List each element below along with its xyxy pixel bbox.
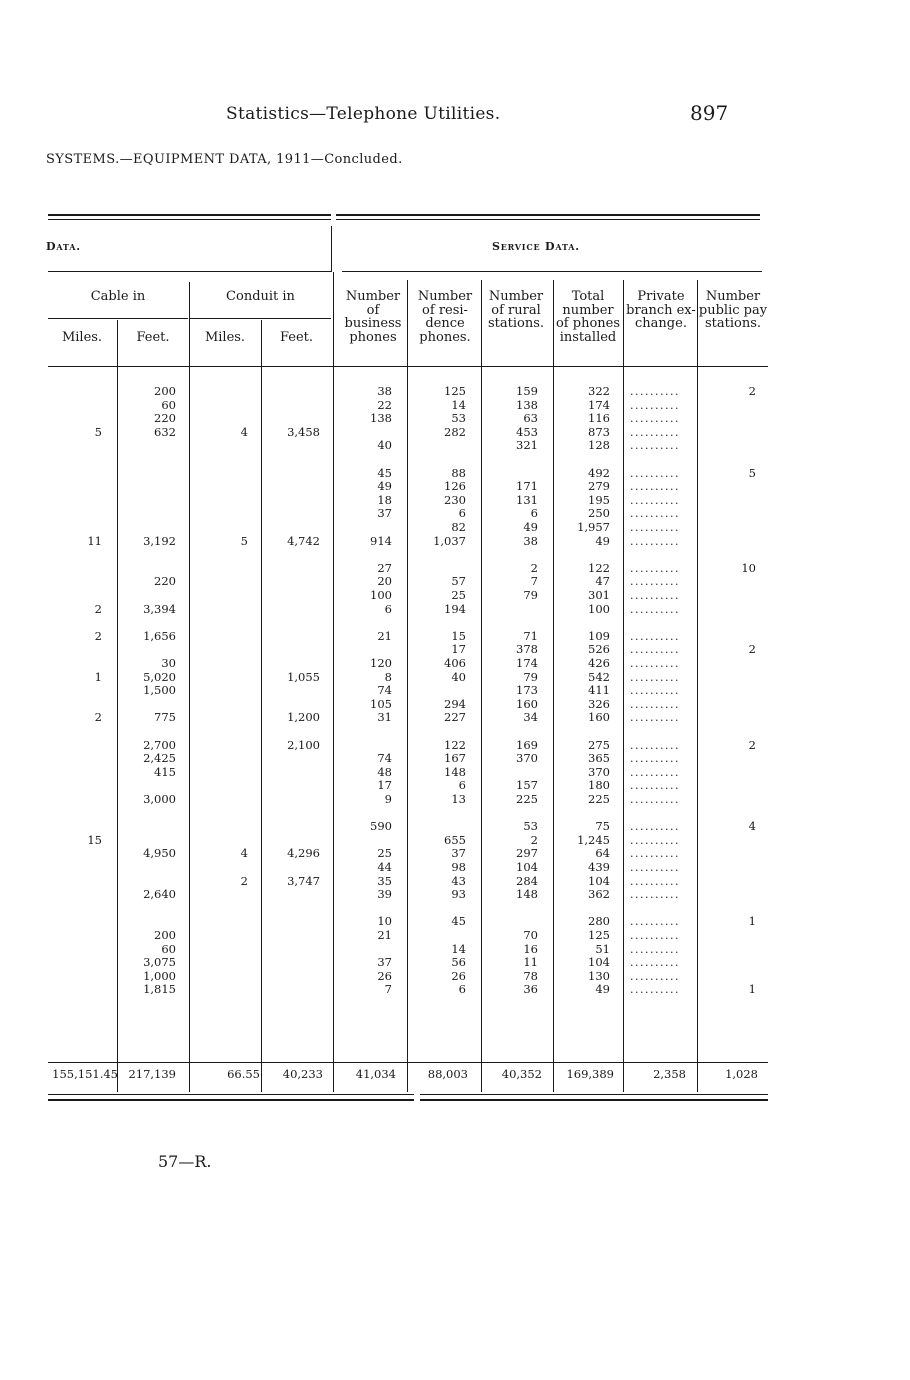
cell-total: 104 [588, 873, 610, 888]
cell-cable-feet: 30 [161, 656, 176, 670]
cell-conduit-feet: 3,458 [287, 424, 320, 439]
cell-rural: 370 [516, 751, 538, 766]
leader-dots: .......... [630, 602, 680, 616]
column-rule [189, 282, 190, 1092]
cell-residence: 148 [444, 764, 466, 779]
cell-total: 174 [588, 397, 610, 412]
total-total: 169,389 [566, 1067, 614, 1081]
cell-residence: 1,037 [433, 533, 466, 548]
leader-dots: .......... [630, 697, 680, 711]
cell-business: 48 [377, 764, 392, 779]
running-head: Statistics—Telephone Utilities. [226, 104, 501, 124]
cell-rural: 321 [516, 438, 538, 453]
cell-rural: 78 [523, 968, 538, 983]
cell-residence: 25 [451, 588, 466, 602]
cell-total: 362 [588, 887, 610, 902]
cell-rural: 169 [516, 737, 538, 752]
cell-conduit-feet: 1,055 [287, 669, 320, 684]
cell-cable-feet: 220 [154, 411, 176, 426]
column-rule [697, 280, 698, 1092]
cell-rural: 148 [516, 887, 538, 902]
total-pay: 1,028 [725, 1067, 758, 1081]
cell-total: 275 [588, 737, 610, 752]
cell-rural: 174 [516, 656, 538, 670]
leader-dots: .......... [630, 480, 680, 494]
leader-dots: .......... [630, 439, 680, 453]
bottom-rule [48, 1099, 414, 1101]
total-cable-feet: 217,139 [128, 1067, 176, 1081]
cell-rural: 79 [523, 669, 538, 684]
cell-total: 116 [588, 411, 610, 426]
cell-pay: 4 [748, 819, 756, 834]
cell-rural: 38 [523, 533, 538, 548]
col-header-pbx: Private branch ex- change. [626, 289, 696, 331]
cell-total: 322 [588, 384, 610, 398]
leader-dots: .......... [630, 670, 680, 684]
col-header-conduit-miles: Miles. [204, 330, 246, 345]
top-rule [336, 214, 760, 216]
cell-business: 31 [377, 710, 392, 725]
cell-business: 17 [377, 778, 392, 793]
total-conduit-miles: 66.55 [227, 1067, 260, 1081]
cell-rural: 104 [516, 860, 538, 874]
leader-dots: .......... [630, 942, 680, 956]
leader-dots: .......... [630, 684, 680, 698]
cell-pay: 2 [748, 737, 756, 752]
leader-dots: .......... [630, 738, 680, 752]
cell-total: 64 [595, 846, 610, 861]
cell-total: 180 [588, 778, 610, 793]
cell-residence: 13 [451, 792, 466, 806]
col-header-cable-feet: Feet. [136, 330, 170, 345]
cell-business: 138 [370, 411, 392, 426]
cell-cable-feet: 3,000 [143, 792, 176, 806]
page-number: 897 [690, 101, 729, 125]
cell-total: 47 [595, 574, 610, 589]
cell-rural: 2 [530, 560, 538, 575]
cell-residence: 17 [451, 642, 466, 657]
cell-business: 49 [377, 479, 392, 494]
cell-total: 326 [588, 696, 610, 711]
cell-total: 125 [588, 928, 610, 942]
cell-pay: 1 [748, 914, 756, 929]
cell-rural: 36 [523, 982, 538, 997]
leader-dots: .......... [630, 915, 680, 929]
leader-dots: .......... [630, 765, 680, 779]
leader-dots: .......... [630, 589, 680, 602]
cell-cable-feet: 220 [154, 574, 176, 589]
leader-dots: .......... [630, 833, 680, 847]
cell-total: 1,245 [577, 832, 610, 847]
cell-total: 51 [595, 941, 610, 956]
total-rural: 40,352 [501, 1067, 542, 1081]
leader-dots: .......... [630, 521, 680, 534]
cell-residence: 56 [451, 955, 466, 970]
leader-dots: .......... [630, 575, 680, 589]
leader-dots: .......... [630, 847, 680, 861]
leader-dots: .......... [630, 493, 680, 507]
leader-dots: .......... [630, 643, 680, 657]
cell-conduit-feet: 3,747 [287, 873, 320, 888]
cell-business: 21 [377, 628, 392, 643]
cell-rural: 160 [516, 696, 538, 711]
group-rule [190, 318, 331, 319]
cell-total: 49 [595, 982, 610, 997]
total-conduit-feet: 40,233 [282, 1067, 323, 1081]
leader-dots: .......... [630, 929, 680, 942]
column-rule [407, 280, 408, 1092]
cell-business: 25 [377, 846, 392, 861]
cell-business: 6 [384, 601, 392, 616]
cell-residence: 194 [444, 601, 466, 616]
cell-residence: 406 [444, 656, 466, 670]
cell-cable-miles: 2 [94, 628, 102, 643]
cell-cable-feet: 1,500 [143, 683, 176, 698]
top-rule [336, 219, 760, 220]
cell-rural: 16 [523, 941, 538, 956]
cell-conduit-miles: 2 [240, 873, 248, 888]
cell-residence: 167 [444, 751, 466, 766]
cell-residence: 57 [451, 574, 466, 589]
cell-cable-feet: 415 [154, 764, 176, 779]
leader-dots: .......... [630, 956, 680, 970]
cell-business: 37 [377, 506, 392, 521]
col-header-cable-miles: Miles. [61, 330, 103, 345]
cell-rural: 131 [516, 492, 538, 507]
cell-business: 7 [384, 982, 392, 997]
cell-total: 370 [588, 764, 610, 779]
cell-residence: 82 [451, 520, 466, 534]
leader-dots: .......... [630, 412, 680, 426]
cell-residence: 98 [451, 860, 466, 874]
cell-total: 426 [588, 656, 610, 670]
section-divider [331, 226, 332, 272]
cell-conduit-feet: 4,296 [287, 846, 320, 861]
cell-rural: 171 [516, 479, 538, 494]
group-rule [48, 318, 188, 319]
cell-cable-miles: 2 [94, 710, 102, 725]
cell-conduit-feet: 1,200 [287, 710, 320, 725]
cell-conduit-feet: 2,100 [287, 737, 320, 752]
cell-pay: 2 [748, 384, 756, 398]
cell-residence: 43 [451, 873, 466, 888]
cell-business: 100 [370, 588, 392, 602]
cell-total: 160 [588, 710, 610, 725]
leader-dots: .......... [630, 507, 680, 521]
cell-conduit-miles: 4 [240, 424, 248, 439]
cell-business: 10 [377, 914, 392, 929]
cell-residence: 6 [458, 778, 466, 793]
cell-total: 128 [588, 438, 610, 453]
cell-rural: 378 [516, 642, 538, 657]
cell-rural: 34 [523, 710, 538, 725]
cell-rural: 2 [530, 832, 538, 847]
leader-dots: .......... [630, 385, 680, 398]
cell-cable-feet: 1,815 [143, 982, 176, 997]
header-rule [48, 271, 331, 272]
cell-total: 526 [588, 642, 610, 657]
total-pbx: 2,358 [653, 1067, 686, 1081]
cell-residence: 88 [451, 465, 466, 480]
cell-cable-feet: 1,000 [143, 968, 176, 983]
cell-cable-miles: 15 [87, 832, 102, 847]
cell-business: 27 [377, 560, 392, 575]
cell-total: 109 [588, 628, 610, 643]
cell-cable-feet: 60 [161, 397, 176, 412]
section-label-service-data: Service Data. [492, 240, 580, 253]
leader-dots: .......... [630, 629, 680, 643]
cell-residence: 93 [451, 887, 466, 902]
leader-dots: .......... [630, 466, 680, 480]
cell-residence: 40 [451, 669, 466, 684]
cell-rural: 63 [523, 411, 538, 426]
leader-dots: .......... [630, 752, 680, 766]
cell-residence: 6 [458, 506, 466, 521]
cell-business: 26 [377, 968, 392, 983]
bottom-rule [420, 1099, 768, 1101]
cell-rural: 70 [523, 928, 538, 942]
cell-business: 9 [384, 792, 392, 806]
cell-residence: 125 [444, 384, 466, 398]
cell-total: 225 [588, 792, 610, 806]
cell-business: 74 [377, 751, 392, 766]
cell-cable-feet: 60 [161, 941, 176, 956]
cell-cable-feet: 3,192 [143, 533, 176, 548]
cell-rural: 49 [523, 520, 538, 534]
cell-total: 301 [588, 588, 610, 602]
cell-business: 74 [377, 683, 392, 698]
cell-cable-feet: 3,394 [143, 601, 176, 616]
cell-cable-miles: 2 [94, 601, 102, 616]
cell-residence: 14 [451, 941, 466, 956]
cell-rural: 7 [530, 574, 538, 589]
cell-business: 20 [377, 574, 392, 589]
leader-dots: .......... [630, 820, 680, 834]
cell-business: 35 [377, 873, 392, 888]
cell-total: 1,957 [577, 520, 610, 534]
cell-conduit-miles: 4 [240, 846, 248, 861]
cell-residence: 6 [458, 982, 466, 997]
cell-residence: 227 [444, 710, 466, 725]
cell-residence: 294 [444, 696, 466, 711]
cell-business: 22 [377, 397, 392, 412]
cell-business: 105 [370, 696, 392, 711]
col-header-rural: Number of rural stations. [487, 289, 545, 331]
cell-rural: 225 [516, 792, 538, 806]
cell-residence: 45 [451, 914, 466, 929]
cell-business: 38 [377, 384, 392, 398]
cell-rural: 453 [516, 424, 538, 439]
leader-dots: .......... [630, 534, 680, 548]
cell-residence: 655 [444, 832, 466, 847]
cell-total: 411 [588, 683, 610, 698]
cell-rural: 71 [523, 628, 538, 643]
cell-cable-feet: 2,640 [143, 887, 176, 902]
cell-rural: 79 [523, 588, 538, 602]
leader-dots: .......... [630, 561, 680, 575]
cell-cable-feet: 4,950 [143, 846, 176, 861]
cell-business: 590 [370, 819, 392, 834]
leader-dots: .......... [630, 779, 680, 793]
cell-conduit-miles: 5 [240, 533, 248, 548]
cell-cable-miles: 5 [94, 424, 102, 439]
column-rule [553, 280, 554, 1092]
cell-residence: 122 [444, 737, 466, 752]
cell-residence: 14 [451, 397, 466, 412]
total-cable-miles: 155,151.45 [52, 1067, 118, 1081]
top-rule [48, 214, 331, 216]
leader-dots: .......... [630, 425, 680, 439]
cell-total: 279 [588, 479, 610, 494]
total-business: 41,034 [355, 1067, 396, 1081]
cell-total: 49 [595, 533, 610, 548]
leader-dots: .......... [630, 983, 680, 997]
cell-cable-feet: 2,700 [143, 737, 176, 752]
cell-rural: 157 [516, 778, 538, 793]
cell-cable-feet: 2,425 [143, 751, 176, 766]
cell-total: 280 [588, 914, 610, 929]
leader-dots: .......... [630, 874, 680, 888]
leader-dots: .......... [630, 711, 680, 725]
cell-rural: 53 [523, 819, 538, 834]
cell-cable-feet: 632 [154, 424, 176, 439]
cell-total: 104 [588, 955, 610, 970]
bottom-rule [48, 1094, 414, 1095]
col-header-business: Number of business phones [344, 289, 402, 345]
cell-residence: 15 [451, 628, 466, 643]
cell-rural: 138 [516, 397, 538, 412]
cell-residence: 126 [444, 479, 466, 494]
cell-cable-miles: 11 [87, 533, 102, 548]
cell-pay: 10 [741, 560, 756, 575]
cell-residence: 26 [451, 968, 466, 983]
leader-dots: .......... [630, 398, 680, 412]
leader-dots: .......... [630, 793, 680, 806]
cell-rural: 173 [516, 683, 538, 698]
footer-note: 57—R. [158, 1152, 212, 1171]
cell-pay: 1 [748, 982, 756, 997]
cell-business: 120 [370, 656, 392, 670]
cell-cable-feet: 775 [154, 710, 176, 725]
group-header-cable: Cable in [90, 289, 146, 304]
cell-cable-miles: 1 [94, 669, 102, 684]
total-residence: 88,003 [427, 1067, 468, 1081]
bottom-rule [420, 1094, 768, 1095]
cell-cable-feet: 1,656 [143, 628, 176, 643]
cell-rural: 297 [516, 846, 538, 861]
top-rule [48, 219, 331, 220]
cell-total: 122 [588, 560, 610, 575]
group-header-conduit: Conduit in [226, 289, 295, 304]
cell-total: 250 [588, 506, 610, 521]
cell-business: 40 [377, 438, 392, 453]
column-rule [333, 272, 334, 1092]
table-subtitle: SYSTEMS.—EQUIPMENT DATA, 1911—Concluded. [46, 152, 403, 167]
column-rule [481, 280, 482, 1092]
cell-rural: 284 [516, 873, 538, 888]
cell-total: 75 [595, 819, 610, 834]
leader-dots: .......... [630, 888, 680, 902]
cell-residence: 37 [451, 846, 466, 861]
cell-business: 44 [377, 860, 392, 874]
cell-business: 18 [377, 492, 392, 507]
cell-cable-feet: 3,075 [143, 955, 176, 970]
col-header-residence: Number of resi- dence phones. [417, 289, 473, 345]
cell-residence: 53 [451, 411, 466, 426]
cell-rural: 11 [523, 955, 538, 970]
leader-dots: .......... [630, 861, 680, 874]
cell-total: 365 [588, 751, 610, 766]
cell-business: 45 [377, 465, 392, 480]
cell-business: 39 [377, 887, 392, 902]
cell-business: 37 [377, 955, 392, 970]
totals-rule [48, 1062, 768, 1063]
cell-total: 439 [588, 860, 610, 874]
cell-total: 130 [588, 968, 610, 983]
cell-total: 542 [588, 669, 610, 684]
cell-residence: 230 [444, 492, 466, 507]
cell-cable-feet: 5,020 [143, 669, 176, 684]
cell-rural: 159 [516, 384, 538, 398]
cell-pay: 2 [748, 642, 756, 657]
cell-total: 873 [588, 424, 610, 439]
cell-business: 914 [370, 533, 392, 548]
header-rule [342, 271, 762, 272]
cell-cable-feet: 200 [154, 928, 176, 942]
cell-pay: 5 [748, 465, 756, 480]
cell-business: 8 [384, 669, 392, 684]
col-header-pay: Number public pay stations. [698, 289, 768, 331]
header-bottom-rule [48, 366, 768, 367]
col-header-total: Total number of phones installed [555, 289, 621, 345]
cell-cable-feet: 200 [154, 384, 176, 398]
cell-total: 492 [588, 465, 610, 480]
cell-total: 100 [588, 601, 610, 616]
leader-dots: .......... [630, 969, 680, 983]
col-header-conduit-feet: Feet. [279, 330, 314, 345]
column-rule [623, 280, 624, 1092]
cell-rural: 6 [530, 506, 538, 521]
cell-conduit-feet: 4,742 [287, 533, 320, 548]
leader-dots: .......... [630, 657, 680, 670]
cell-business: 21 [377, 928, 392, 942]
section-label-data: Data. [46, 240, 81, 253]
cell-residence: 282 [444, 424, 466, 439]
cell-total: 195 [588, 492, 610, 507]
